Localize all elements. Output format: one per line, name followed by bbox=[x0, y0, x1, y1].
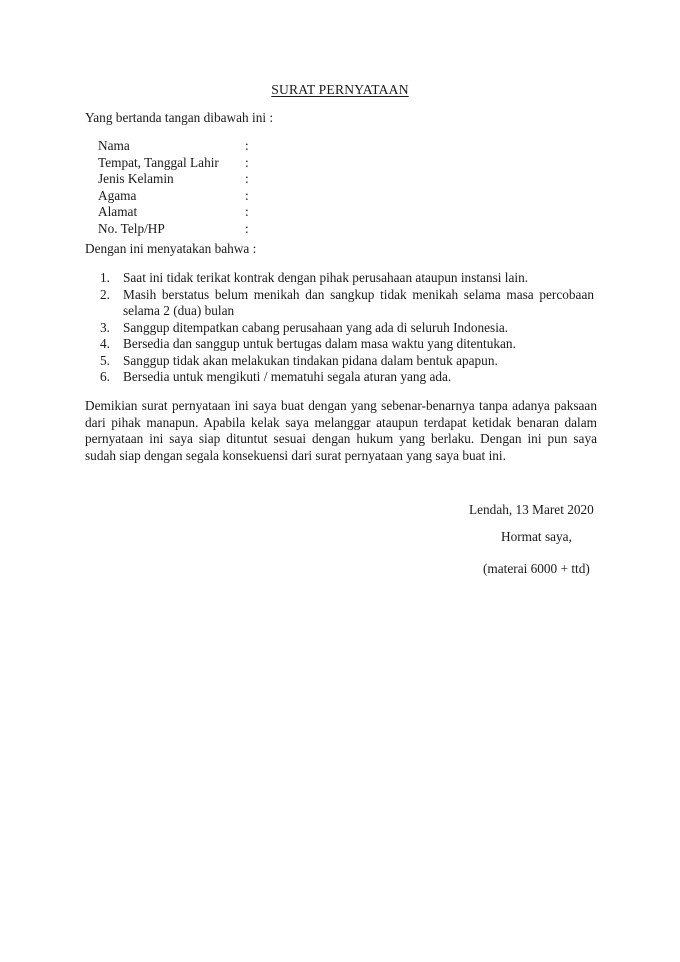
point-text: Sanggup tidak akan melakukan tindakan pidana dalam bentuk apapun. bbox=[123, 352, 498, 368]
statement-point bbox=[100, 336, 594, 353]
point-number: 1. bbox=[100, 270, 110, 285]
field-separator: : bbox=[245, 204, 249, 219]
statement-point bbox=[100, 353, 594, 370]
identity-field-agama bbox=[98, 188, 249, 205]
identity-field-ttl bbox=[98, 155, 249, 172]
signature-stamp-note: (materai 6000 + ttd) bbox=[483, 561, 590, 576]
identity-field-nama bbox=[98, 138, 249, 155]
field-separator: : bbox=[245, 138, 249, 153]
point-text: Saat ini tidak terikat kontrak dengan pihak perusahaan ataupun instansi lain. bbox=[123, 270, 529, 285]
field-label: Tempat, Tanggal Lahir bbox=[98, 154, 219, 170]
identity-field-alamat bbox=[98, 204, 249, 221]
field-label: Jenis Kelamin bbox=[98, 171, 174, 186]
field-separator: : bbox=[245, 171, 249, 186]
point-text: Masih berstatus belum menikah dan sangkup tidak menikah selama masa percobaan selama 2 (dua) bulan bbox=[123, 286, 594, 318]
identity-field-jenis-kelamin bbox=[98, 171, 249, 188]
closing-paragraph: Demikian surat pernyataan ini saya buat dengan yang sebenar-benarnya tanpa adanya paksaan dari pihak manapun. Apabila kelak saya melanggar ataupun terdapat ketidak benaran dalam pernyataan ini saya siap dituntut sesuai dengan hukum yang berlaku. Dengan ini pun saya sudah siap dengan segala konsekuensi dari surat pernyataan yang saya buat ini. bbox=[85, 398, 597, 463]
statement-point bbox=[100, 270, 594, 287]
field-separator: : bbox=[245, 187, 249, 203]
statement-intro: Dengan ini menyatakan bahwa : bbox=[85, 241, 257, 256]
field-label: Alamat bbox=[98, 204, 138, 219]
point-text: Bersedia dan sanggup untuk bertugas dalam masa waktu yang ditentukan. bbox=[123, 336, 516, 351]
point-number: 5. bbox=[100, 352, 110, 368]
identity-fields bbox=[98, 138, 249, 237]
document-title: SURAT PERNYATAAN bbox=[271, 82, 409, 97]
field-label: Nama bbox=[98, 138, 130, 153]
statement-point bbox=[100, 369, 594, 386]
point-number: 2. bbox=[100, 286, 110, 302]
signature-regards: Hormat saya, bbox=[501, 529, 572, 544]
statement-points bbox=[100, 270, 594, 386]
field-label: No. Telp/HP bbox=[98, 220, 165, 236]
intro-text: Yang bertanda tangan dibawah ini : bbox=[85, 110, 274, 125]
identity-field-telp bbox=[98, 221, 249, 238]
statement-point bbox=[100, 287, 594, 320]
signature-place-date: Lendah, 13 Maret 2020 bbox=[469, 502, 594, 517]
point-number: 6. bbox=[100, 369, 110, 384]
point-text: Bersedia untuk mengikuti / mematuhi segala aturan yang ada. bbox=[123, 369, 452, 384]
statement-point bbox=[100, 320, 594, 337]
point-number: 3. bbox=[100, 319, 110, 335]
field-separator: : bbox=[245, 154, 249, 170]
field-separator: : bbox=[245, 220, 249, 236]
point-text: Sanggup ditempatkan cabang perusahaan yang ada di seluruh Indonesia. bbox=[123, 319, 509, 335]
field-label: Agama bbox=[98, 187, 137, 203]
point-number: 4. bbox=[100, 336, 110, 351]
